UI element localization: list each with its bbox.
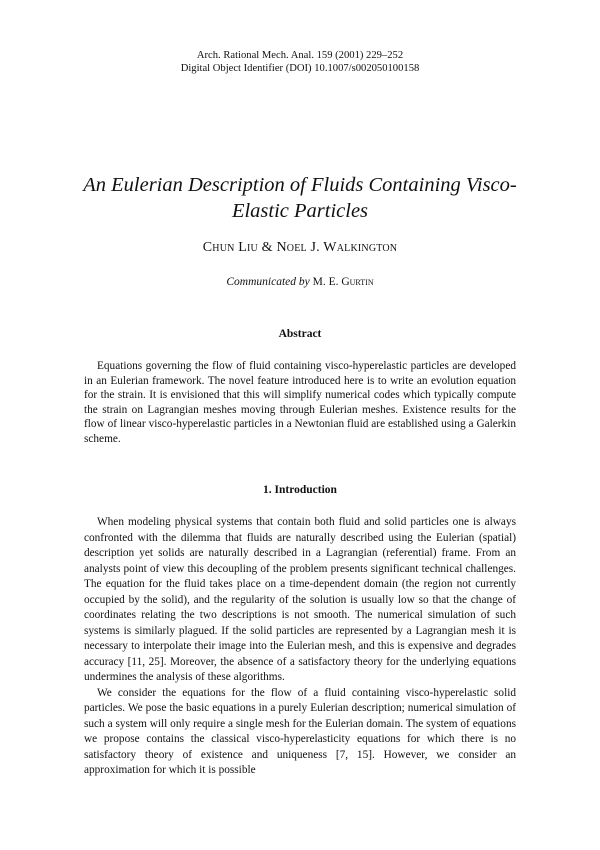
paragraph: We consider the equations for the flow of a fluid containing visco-hyperelastic solid particles. We pose the basic equations in a purely Eulerian description; numerical simulation of such a system will only require a single mesh for the Eulerian domain. The system of equations we propose contains the classical visco-hyperelasticity equations for which there is no satisfactory theory of existence and uniqueness [7, 15]. However, we consider an approximation for which it is possible: [84, 686, 516, 776]
introduction-body: [84, 515, 516, 779]
abstract-text: Equations governing the flow of fluid containing visco-hyperelastic particles are developed in an Eulerian framework. The novel feature introduced here is to write an evolution equation for the strain. It is envisioned that this will simplify numerical codes which typically compute the strain on Lagrangian meshes moving through Eulerian meshes. Existence results for the flow of linear visco-hyperelastic particles in a Newtonian fluid are established using a Galerkin scheme.: [84, 360, 516, 445]
communicator-name: M. E. Gurtin: [312, 276, 374, 288]
author-list: Chun Liu & Noel J. Walkington: [202, 240, 398, 255]
paper-title: An Eulerian Description of Fluids Containing Visco-Elastic Particles: [83, 174, 517, 222]
abstract-heading: Abstract: [278, 328, 322, 340]
section-heading-introduction: 1. Introduction: [263, 484, 337, 496]
communicated-lead: Communicated by: [226, 276, 310, 288]
journal-citation: Arch. Rational Mech. Anal. 159 (2001) 229–252: [196, 50, 404, 61]
paragraph: When modeling physical systems that contain both fluid and solid particles one is always confronted with the dilemma that fluids are naturally described using the Eulerian (spatial) description yet solids are naturally described in a Lagrangian (referential) frame. From an analysts point of view this decoupling of the problem presents significant technical challenges. The equation for the fluid takes place on a time-dependent domain (the region not currently occupied by the solid), and the regularity of the solution is usually low so that the change of coordinates relating the two descriptions is not smooth. The numerical simulation of such systems is similarly plagued. If the solid particles are represented by a Lagrangian mesh it is necessary to interpolate their image into the Eulerian mesh, and this is expensive and degrades accuracy [11, 25]. Moreover, the absence of a satisfactory theory for the underlying equations undermines the analysis of these algorithms.: [84, 516, 516, 683]
journal-header: [0, 49, 600, 75]
communicated-by: [0, 276, 600, 288]
doi-line: Digital Object Identifier (DOI) 10.1007/s002050100158: [180, 63, 420, 74]
